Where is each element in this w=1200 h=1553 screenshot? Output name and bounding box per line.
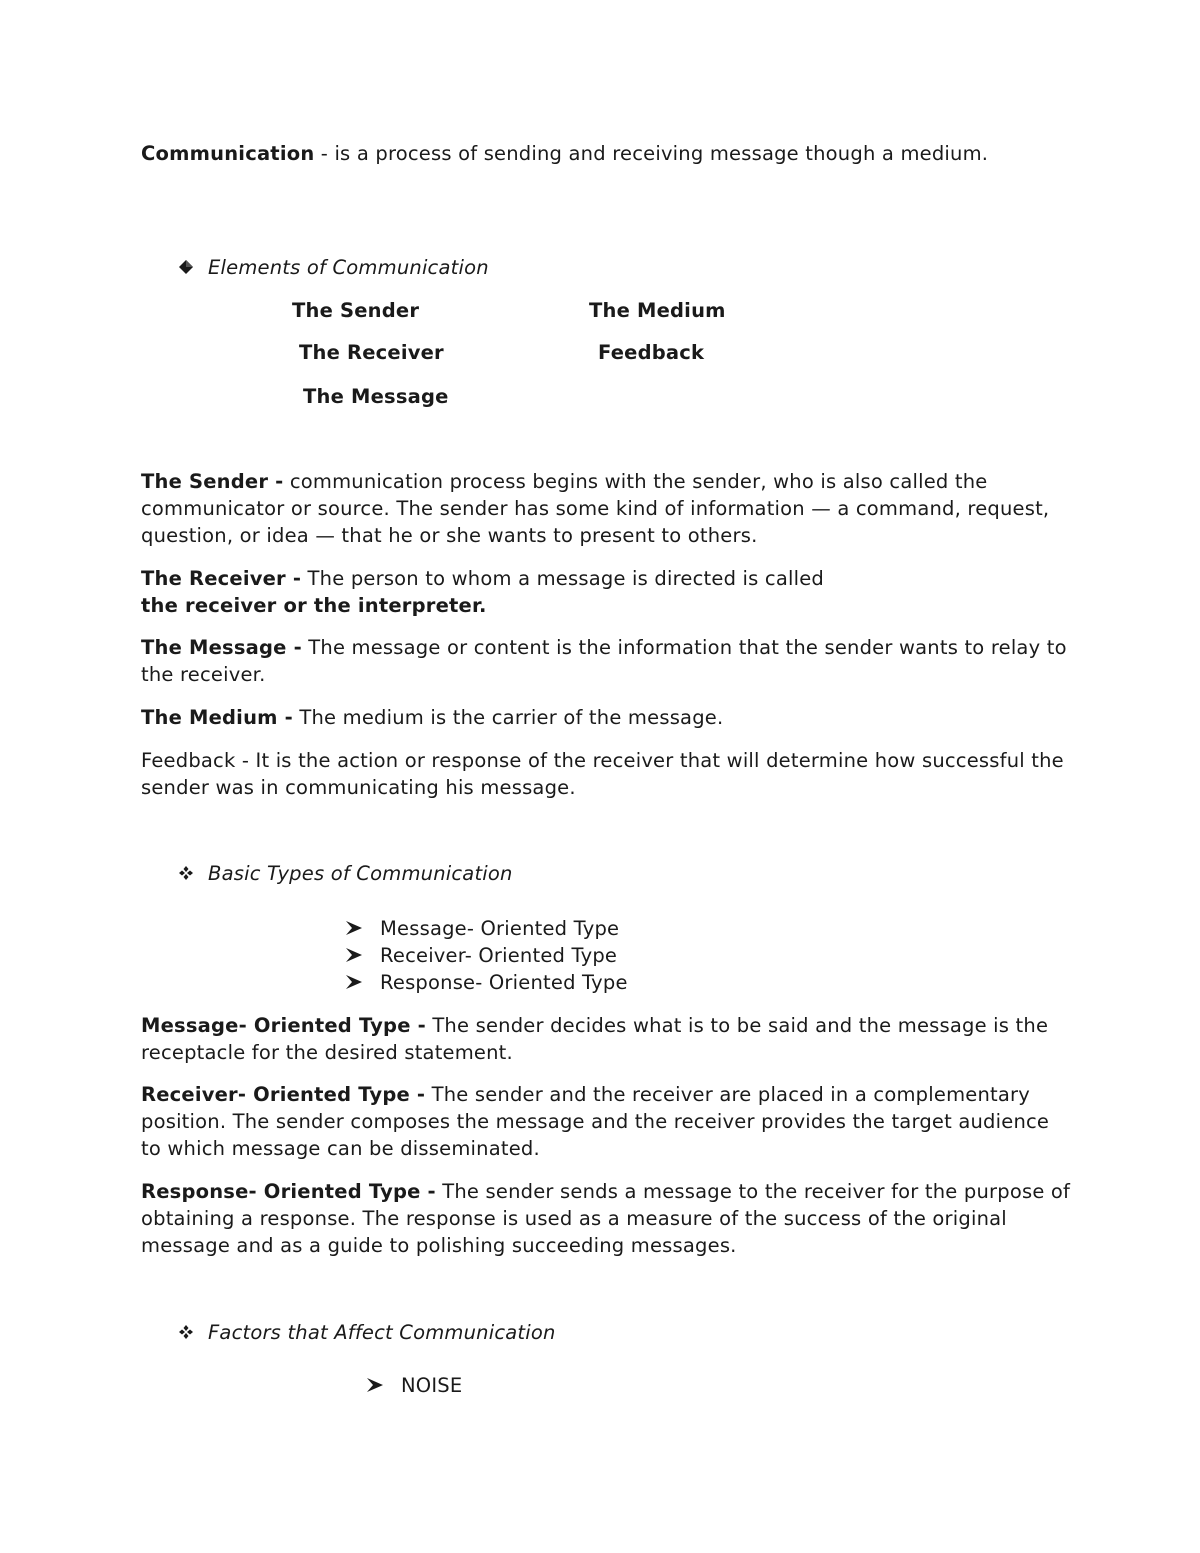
factors-list-item — [366, 1372, 462, 1399]
medium-term: The Medium - — [141, 706, 293, 729]
response-oriented-term: Response- Oriented Type - — [141, 1180, 436, 1203]
types-heading — [178, 860, 513, 887]
four-diamond-bullet-icon — [178, 861, 194, 877]
receiver-definition — [141, 565, 1071, 619]
communication-term: Communication — [141, 142, 315, 165]
types-list-item — [345, 942, 617, 969]
factors-list-item-text: NOISE — [401, 1374, 463, 1397]
medium-definition-text: The medium is the carrier of the message. — [292, 706, 724, 729]
receiver-oriented-term: Receiver- Oriented Type - — [141, 1083, 426, 1106]
receiver-oriented-text: The sender and the receiver are placed in a complementary position. The sender composes the message and the receiver provides the target audience to which message can be disseminated. — [141, 1083, 1050, 1160]
element-item-medium: The Medium — [589, 299, 726, 322]
types-list-item — [345, 969, 628, 996]
four-diamond-bullet-icon — [178, 1320, 194, 1336]
types-list-item-text: Message- Oriented Type — [380, 917, 620, 940]
message-definition-text: The message or content is the information that the sender wants to relay to the receiver. — [141, 636, 1067, 686]
types-list-item-text: Response- Oriented Type — [380, 971, 628, 994]
element-item-message: The Message — [303, 385, 449, 408]
element-item-feedback: Feedback — [598, 341, 705, 364]
communication-definition — [141, 140, 1071, 167]
types-list-item-text: Receiver- Oriented Type — [380, 944, 618, 967]
receiver-term: The Receiver - — [141, 567, 302, 590]
medium-definition — [141, 704, 1071, 731]
types-heading-text: Basic Types of Communication — [208, 862, 513, 885]
receiver-oriented-definition — [141, 1081, 1071, 1162]
element-item-sender: The Sender — [292, 299, 420, 322]
arrow-bullet-icon — [345, 943, 363, 959]
types-list-item — [345, 915, 619, 942]
message-oriented-definition — [141, 1012, 1071, 1066]
diamond-bullet-icon — [178, 255, 194, 271]
factors-heading — [178, 1319, 556, 1346]
arrow-bullet-icon — [345, 970, 363, 986]
elements-heading — [178, 254, 489, 281]
elements-heading-text: Elements of Communication — [208, 256, 489, 279]
arrow-bullet-icon — [366, 1373, 384, 1389]
message-oriented-term: Message- Oriented Type - — [141, 1014, 426, 1037]
message-term: The Message - — [141, 636, 302, 659]
feedback-definition: Feedback - It is the action or response of the receiver that will determine how successful the sender was in communicating his message. — [141, 749, 1064, 799]
element-item-receiver: The Receiver — [299, 341, 444, 364]
factors-heading-text: Factors that Affect Communication — [208, 1321, 556, 1344]
receiver-definition-text: The person to whom a message is directed is called — [301, 567, 825, 590]
message-definition — [141, 634, 1071, 688]
sender-definition-text: communication process begins with the sender, who is also called the communicator or source. The sender has some kind of information — a command, request, question, or idea — that he or she wants to present to others. — [141, 470, 1050, 547]
response-oriented-definition — [141, 1178, 1071, 1259]
receiver-definition-bold-text: the receiver or the interpreter. — [141, 594, 487, 617]
arrow-bullet-icon — [345, 916, 363, 932]
sender-term: The Sender - — [141, 470, 284, 493]
communication-definition-text: - is a process of sending and receiving message though a medium. — [314, 142, 989, 165]
sender-definition — [141, 468, 1071, 549]
response-oriented-text: The sender sends a message to the receiver for the purpose of obtaining a response. The response is used as a measure of the success of the original message and as a guide to polishing succeeding messages. — [141, 1180, 1071, 1257]
message-oriented-text: The sender decides what is to be said and the message is the receptacle for the desired statement. — [141, 1014, 1049, 1064]
